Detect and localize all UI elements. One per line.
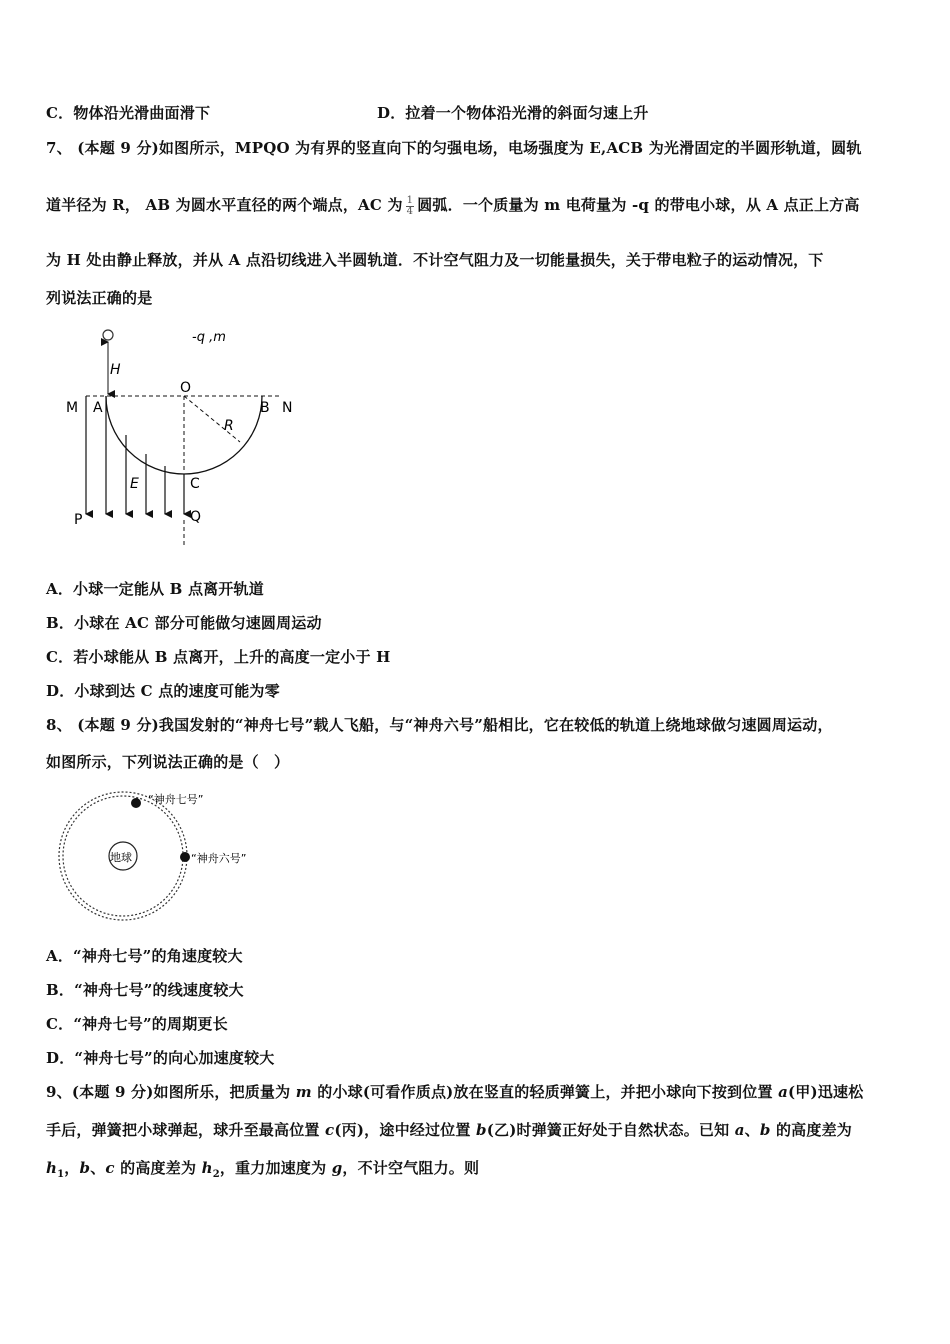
q9-l2-c: (乙)时弹簧正好处于自然状态。已知	[486, 1121, 735, 1139]
q9-l3-c: ，重力加速度为	[219, 1159, 332, 1177]
label-m: M	[66, 400, 79, 416]
q7-stem-line4: 列说法正确的是	[46, 289, 153, 307]
fraction-denominator: 4	[406, 205, 414, 217]
label-n: N	[282, 400, 293, 416]
var-b: b	[79, 1159, 91, 1177]
var-b: b	[759, 1121, 771, 1139]
var-m: m	[295, 1083, 312, 1101]
shenzhou7-satellite	[131, 798, 141, 808]
q7-stem-line1: 7、 (本题 9 分)如图所示，MPQO 为有界的竖直向下的匀强电场，电场强度为 E,ACB 为光滑固定的半圆形轨道，圆轨	[46, 139, 862, 157]
q9-l2-b: (丙)，途中经过位置	[334, 1121, 476, 1139]
q8-option-b: B．“神舟七号”的线速度较大	[46, 981, 244, 999]
label-p: P	[74, 512, 83, 528]
q9-l2-d: 的高度差为	[770, 1121, 852, 1139]
var-g: g	[331, 1159, 343, 1177]
fraction-numerator: 1	[406, 194, 414, 206]
q9-l1-c: (甲)迅速松	[788, 1083, 864, 1101]
q9-stem-line2	[46, 1119, 852, 1140]
q9-l1-b: 的小球(可看作质点)放在竖直的轻质弹簧上，并把小球向下按到位置	[311, 1083, 779, 1101]
var-h2: h	[201, 1159, 213, 1177]
q9-l1-a: 9、(本题 9 分)如图所乐，把质量为	[46, 1083, 296, 1101]
sub-1: 1	[57, 1169, 65, 1180]
quarter-fraction	[406, 196, 415, 217]
q9-stem-line3	[46, 1157, 479, 1180]
q9-l3-b: 的高度差为	[114, 1159, 202, 1177]
label-shenzhou6: “神舟六号”	[191, 852, 247, 865]
label-shenzhou7: “神舟七号”	[148, 793, 204, 806]
label-h: H	[110, 362, 121, 378]
q9-l3-a: ，	[64, 1159, 80, 1177]
var-c: c	[105, 1159, 115, 1177]
q9-stem-line1	[46, 1081, 863, 1102]
q8-option-a: A．“神舟七号”的角速度较大	[46, 947, 243, 965]
q9-l3-d: ，不计空气阻力。则	[342, 1159, 480, 1177]
orbit-figure	[58, 786, 268, 922]
q8-stem-line1: 8、 (本题 9 分)我国发射的“神舟七号”载人飞船，与“神舟六号”船相比，它在较低的轨道上绕地球做匀速圆周运动，	[46, 716, 833, 734]
q9-l2-sep: 、	[744, 1121, 760, 1139]
charged-ball	[103, 330, 113, 340]
electric-field-figure	[60, 322, 300, 550]
q8-option-d: D．“神舟七号”的向心加速度较大	[46, 1049, 275, 1067]
var-b: b	[476, 1121, 487, 1139]
q6-option-c: C．物体沿光滑曲面滑下	[46, 104, 211, 122]
label-c: C	[190, 476, 200, 492]
var-h1: h	[46, 1159, 58, 1177]
label-q: Q	[190, 509, 202, 525]
shenzhou6-satellite	[180, 852, 190, 862]
q7-stem-line2-a: 道半径为 R， AB 为圆水平直径的两个端点，AC 为	[46, 196, 403, 214]
label-o: O	[180, 380, 192, 396]
q7-option-a: A．小球一定能从 B 点离开轨道	[46, 580, 264, 598]
q9-l3-sep: 、	[90, 1159, 106, 1177]
label-r: R	[224, 418, 234, 434]
q8-stem-line2: 如图所示，下列说法正确的是（ ）	[46, 753, 290, 771]
q7-option-b: B．小球在 AC 部分可能做匀速圆周运动	[46, 614, 322, 632]
q7-stem-line3: 为 H 处由静止释放，并从 A 点沿切线进入半圆轨道．不计空气阻力及一切能量损失，关于带电粒子的运动情况，下	[46, 251, 824, 269]
q7-stem-line2-b: 圆弧．一个质量为 m 电荷量为 -q 的带电小球，从 A 点正上方高	[417, 196, 860, 214]
var-a: a	[778, 1083, 788, 1101]
label-b: B	[260, 400, 270, 416]
label-charge-mass: -q ,m	[192, 330, 226, 345]
var-c: c	[325, 1121, 335, 1139]
label-a: A	[93, 400, 103, 416]
q7-stem-line2	[46, 194, 860, 217]
q6-option-d: D．拉着一个物体沿光滑的斜面匀速上升	[377, 104, 649, 122]
q7-option-c: C．若小球能从 B 点离开，上升的高度一定小于 H	[46, 648, 391, 666]
var-a: a	[734, 1121, 745, 1139]
label-earth: 地球	[110, 851, 132, 864]
sub-2: 2	[212, 1169, 220, 1180]
q9-l2-a: 手后，弹簧把小球弹起，球升至最高位置	[46, 1121, 326, 1139]
q8-option-c: C．“神舟七号”的周期更长	[46, 1015, 228, 1033]
q7-option-d: D．小球到达 C 点的速度可能为零	[46, 682, 280, 700]
label-e: E	[130, 476, 139, 492]
